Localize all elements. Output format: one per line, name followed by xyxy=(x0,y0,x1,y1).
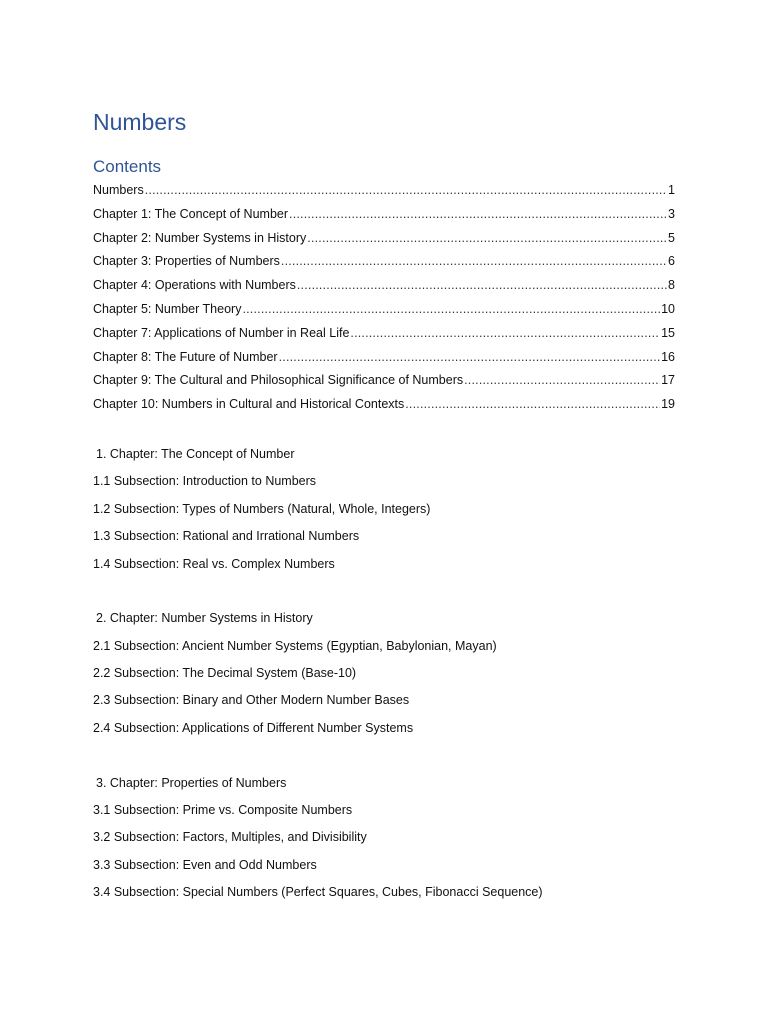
subsection-line: 2.2 Subsection: The Decimal System (Base-10) xyxy=(93,666,357,680)
toc-dot-leader xyxy=(297,276,667,294)
toc-entry-chapter-9[interactable] xyxy=(93,371,675,395)
toc-entry-page: 10 xyxy=(661,301,675,316)
subsection-line: 1.3 Subsection: Rational and Irrational Numbers xyxy=(93,529,360,543)
subsection-line: 1.2 Subsection: Types of Numbers (Natural, Whole, Integers) xyxy=(93,501,431,516)
toc-entry-chapter-4[interactable] xyxy=(93,276,675,300)
toc-entry-page: 8 xyxy=(668,278,675,293)
toc-entry-label: Chapter 4: Operations with Numbers xyxy=(93,278,296,293)
toc-entry-chapter-10[interactable] xyxy=(93,395,675,419)
toc-entry-label: Chapter 9: The Cultural and Philosophical Significance of Numbers xyxy=(93,373,464,388)
subsection-line: 2.3 Subsection: Binary and Other Modern Number Bases xyxy=(93,693,410,707)
toc-entry-page: 1 xyxy=(668,183,675,197)
subsection-line: 3.1 Subsection: Prime vs. Composite Numbers xyxy=(93,802,353,817)
toc-dot-leader xyxy=(350,324,660,342)
toc-entry-page: 17 xyxy=(661,373,675,388)
chapter-heading: 2. Chapter: Number Systems in History xyxy=(96,611,313,625)
toc-dot-leader xyxy=(405,395,660,413)
subsection-line: 1.1 Subsection: Introduction to Numbers xyxy=(93,474,317,488)
toc-dot-leader xyxy=(242,300,660,318)
toc-entry-label: Chapter 8: The Future of Number xyxy=(93,349,278,364)
toc-entry-page: 19 xyxy=(661,397,675,412)
chapter-heading: 3. Chapter: Properties of Numbers xyxy=(96,775,287,790)
subsection-line: 3.3 Subsection: Even and Odd Numbers xyxy=(93,857,317,872)
toc-heading: Contents xyxy=(93,157,162,176)
toc-entry-chapter-3[interactable] xyxy=(93,252,675,276)
toc-entry-page: 16 xyxy=(661,349,675,364)
toc-entry-label: Chapter 5: Number Theory xyxy=(93,301,242,316)
toc-entry-page: 6 xyxy=(668,254,675,269)
toc-entry-chapter-1[interactable] xyxy=(93,205,675,229)
chapter-heading: 1. Chapter: The Concept of Number xyxy=(96,447,295,461)
toc-entry-numbers[interactable] xyxy=(93,181,675,205)
toc-entry-chapter-2[interactable] xyxy=(93,229,675,253)
subsection-line: 3.4 Subsection: Special Numbers (Perfect Squares, Cubes, Fibonacci Sequence) xyxy=(93,885,543,899)
toc-dot-leader xyxy=(464,371,660,389)
toc-dot-leader xyxy=(289,205,667,223)
toc-entry-page: 3 xyxy=(668,206,675,221)
toc-entry-label: Chapter 10: Numbers in Cultural and Historical Contexts xyxy=(93,397,405,412)
toc-dot-leader xyxy=(145,181,667,199)
toc-entry-chapter-5[interactable] xyxy=(93,300,675,324)
toc-dot-leader xyxy=(307,229,667,247)
toc-entry-label: Chapter 1: The Concept of Number xyxy=(93,206,289,221)
toc-dot-leader xyxy=(281,252,667,270)
toc-entry-page: 15 xyxy=(661,325,675,340)
toc-entry-page: 5 xyxy=(668,230,675,245)
toc-entry-chapter-8[interactable] xyxy=(93,348,675,372)
toc-entry-label: Chapter 3: Properties of Numbers xyxy=(93,254,280,269)
table-of-contents xyxy=(93,181,675,419)
document-title: Numbers xyxy=(93,109,187,135)
toc-entry-label: Chapter 7: Applications of Number in Real Life xyxy=(93,325,350,340)
subsection-line: 2.1 Subsection: Ancient Number Systems (Egyptian, Babylonian, Mayan) xyxy=(93,638,497,653)
subsection-line: 2.4 Subsection: Applications of Different Number Systems xyxy=(93,720,414,735)
toc-entry-chapter-7[interactable] xyxy=(93,324,675,348)
toc-entry-label: Chapter 2: Number Systems in History xyxy=(93,230,307,245)
toc-entry-label: Numbers xyxy=(93,183,144,197)
toc-dot-leader xyxy=(279,348,661,366)
subsection-line: 3.2 Subsection: Factors, Multiples, and Divisibility xyxy=(93,830,367,844)
subsection-line: 1.4 Subsection: Real vs. Complex Numbers xyxy=(93,556,335,571)
